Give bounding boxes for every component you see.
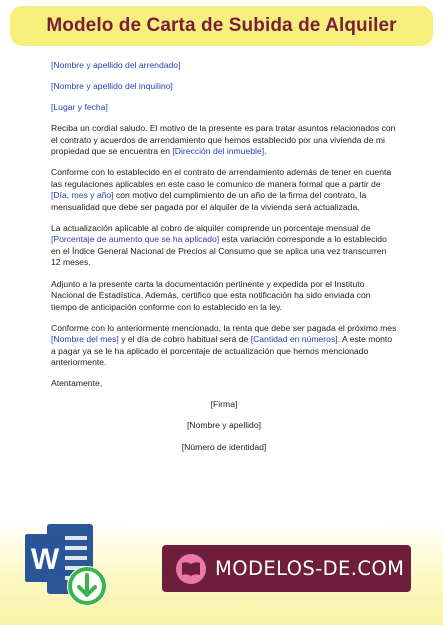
word-letter: W	[30, 543, 60, 576]
paragraph-1	[51, 123, 397, 158]
paragraph-1-end: .	[264, 146, 267, 157]
brand-logo-button[interactable]	[162, 545, 411, 592]
paragraph-2-end: con motivo del cumplimiento de un año de la firma del contrato, la mensualidad que debe ser pagada por el alquiler de la vivienda será actualizada.	[51, 190, 367, 212]
book-left-page	[182, 562, 191, 576]
percentage-placeholder: [Porcentaje de aumento que se ha aplicado]	[51, 234, 220, 245]
lessor-placeholder: [Nombre y apellido del arrendado]	[51, 60, 181, 70]
brand-name: MODELOS-DE.COM	[215, 557, 405, 580]
address-placeholder: [Dirección del inmueble]	[172, 146, 265, 157]
paragraph-5-text: Conforme con lo anteriormente mencionado, la renta que debe ser pagada el próximo mes	[51, 322, 397, 333]
word-document-icon[interactable]	[25, 522, 110, 610]
paragraph-5-end: . A este monto a pagar ya se le ha aplicado el porcentaje de actualización que hemos mencionado anteriormente.	[51, 334, 393, 368]
page-title: Modelo de Carta de Subida de Alquiler	[46, 15, 397, 36]
tenant-placeholder: [Nombre y apellido del inquilino]	[51, 81, 173, 92]
paragraph-2	[51, 167, 397, 213]
word-download-graphic	[25, 522, 110, 610]
paragraph-5-mid: y el día de cobro habitual será de	[118, 334, 251, 345]
paragraph-4: Adjunto a la presente carta la documentación pertinente y expedida por el Instituto Nacional de Estadística. Además, certifico que esta notificación ha sido enviada con tiempo de anticipación conforme con lo establecido en la ley.	[51, 278, 371, 312]
letter-body	[51, 60, 397, 463]
book-right-page	[191, 562, 200, 576]
signer-id: [Número de identidad]	[181, 441, 267, 452]
signature-line: [Firma]	[210, 399, 238, 410]
amount-placeholder: [Cantidad en números]	[250, 334, 338, 345]
title-banner	[10, 6, 433, 46]
signer-name: [Nombre y apellido]	[186, 420, 262, 431]
paragraph-1-text: Reciba un cordial saludo. El motivo de la presente es para tratar asuntos relacionados con el contrato y acuerdos de arrendamiento que hemos establecido por una vivienda de mi propiedad que se encuentra en	[51, 123, 396, 157]
place-date-placeholder: [Lugar y fecha]	[51, 102, 108, 113]
paragraph-3-end: esta variación corresponde a lo establecido en el Índice General Nacional de Precios al Consumo que se aplica una vez transcurren 12 meses.	[51, 234, 387, 268]
closing: Atentamente,	[51, 378, 103, 389]
book-graphic	[181, 561, 201, 577]
paragraph-5	[51, 323, 397, 369]
date-placeholder: [Día, mes y año]	[51, 190, 114, 201]
month-placeholder: [Nombre del mes]	[51, 334, 119, 345]
open-book-icon	[176, 554, 206, 584]
paragraph-3	[51, 223, 397, 269]
paragraph-3-text: La actualización aplicable al cobro de alquiler comprende un porcentaje mensual de	[51, 222, 371, 233]
paragraph-2-text: Conforme con lo establecido en el contrato de arrendamiento además de tener en cuenta las regulaciones aplicables en este caso le comunico de manera formal que a partir de	[51, 167, 392, 189]
